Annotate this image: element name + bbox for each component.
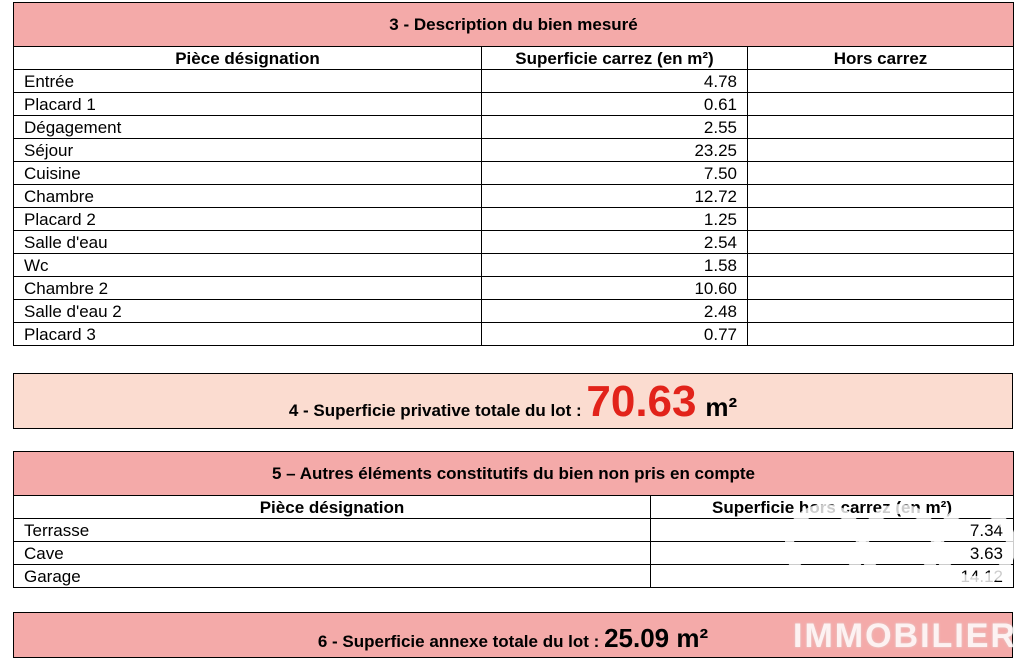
annex-name: Garage	[14, 565, 651, 588]
section-4-unit: m²	[705, 392, 738, 422]
section-3-table	[13, 2, 1014, 346]
table-row	[14, 254, 1014, 277]
section-4-total	[13, 373, 1013, 429]
watermark-logo-icon	[785, 490, 1015, 610]
room-name: Cuisine	[14, 162, 482, 185]
table-row	[14, 185, 1014, 208]
header-hors-carrez-2: Superficie hors carrez (en m²)	[651, 496, 1014, 519]
header-piece-2: Pièce désignation	[14, 496, 651, 519]
room-hors-carrez	[748, 231, 1014, 254]
annex-value: 7.34	[651, 519, 1014, 542]
section-5-title: 5 – Autres éléments constitutifs du bien non pris en compte	[14, 452, 1014, 496]
room-hors-carrez	[748, 254, 1014, 277]
room-hors-carrez	[748, 93, 1014, 116]
room-carrez: 1.58	[482, 254, 748, 277]
room-carrez: 0.77	[482, 323, 748, 346]
room-hors-carrez	[748, 323, 1014, 346]
room-hors-carrez	[748, 277, 1014, 300]
room-name: Salle d'eau 2	[14, 300, 482, 323]
room-name: Séjour	[14, 139, 482, 162]
room-hors-carrez	[748, 162, 1014, 185]
header-piece: Pièce désignation	[14, 47, 482, 70]
room-name: Chambre 2	[14, 277, 482, 300]
room-hors-carrez	[748, 208, 1014, 231]
section-3-title: 3 - Description du bien mesuré	[14, 3, 1014, 47]
watermark-text: IMMOBILIER	[793, 617, 1017, 655]
table-row	[14, 300, 1014, 323]
section-4-value: 70.63	[586, 377, 697, 426]
annex-value: 3.63	[651, 542, 1014, 565]
room-carrez: 23.25	[482, 139, 748, 162]
annex-name: Cave	[14, 542, 651, 565]
room-carrez: 2.48	[482, 300, 748, 323]
room-carrez: 2.55	[482, 116, 748, 139]
section-3-table-box	[13, 2, 1013, 346]
room-name: Chambre	[14, 185, 482, 208]
room-name: Salle d'eau	[14, 231, 482, 254]
table-row	[14, 231, 1014, 254]
room-hors-carrez	[748, 139, 1014, 162]
room-carrez: 2.54	[482, 231, 748, 254]
room-hors-carrez	[748, 300, 1014, 323]
room-name: Placard 3	[14, 323, 482, 346]
table-row	[14, 162, 1014, 185]
section-4-label: 4 - Superficie privative totale du lot :	[288, 401, 587, 420]
room-name: Entrée	[14, 70, 482, 93]
table-row	[14, 116, 1014, 139]
room-name: Placard 2	[14, 208, 482, 231]
room-carrez: 10.60	[482, 277, 748, 300]
room-name: Dégagement	[14, 116, 482, 139]
room-carrez: 4.78	[482, 70, 748, 93]
room-name: Wc	[14, 254, 482, 277]
annex-name: Terrasse	[14, 519, 651, 542]
room-hors-carrez	[748, 70, 1014, 93]
room-hors-carrez	[748, 116, 1014, 139]
section-6-label: 6 - Superficie annexe totale du lot :	[317, 632, 605, 651]
table-row	[14, 208, 1014, 231]
room-hors-carrez	[748, 185, 1014, 208]
annex-value: 14.12	[651, 565, 1014, 588]
table-row	[14, 277, 1014, 300]
room-name: Placard 1	[14, 93, 482, 116]
room-carrez: 0.61	[482, 93, 748, 116]
table-row	[14, 139, 1014, 162]
room-carrez: 1.25	[482, 208, 748, 231]
header-hors-carrez: Hors carrez	[748, 47, 1014, 70]
section-6-value: 25.09 m²	[604, 623, 709, 653]
table-row	[14, 93, 1014, 116]
header-carrez: Superficie carrez (en m²)	[482, 47, 748, 70]
room-carrez: 7.50	[482, 162, 748, 185]
table-row	[14, 323, 1014, 346]
room-carrez: 12.72	[482, 185, 748, 208]
table-row	[14, 70, 1014, 93]
